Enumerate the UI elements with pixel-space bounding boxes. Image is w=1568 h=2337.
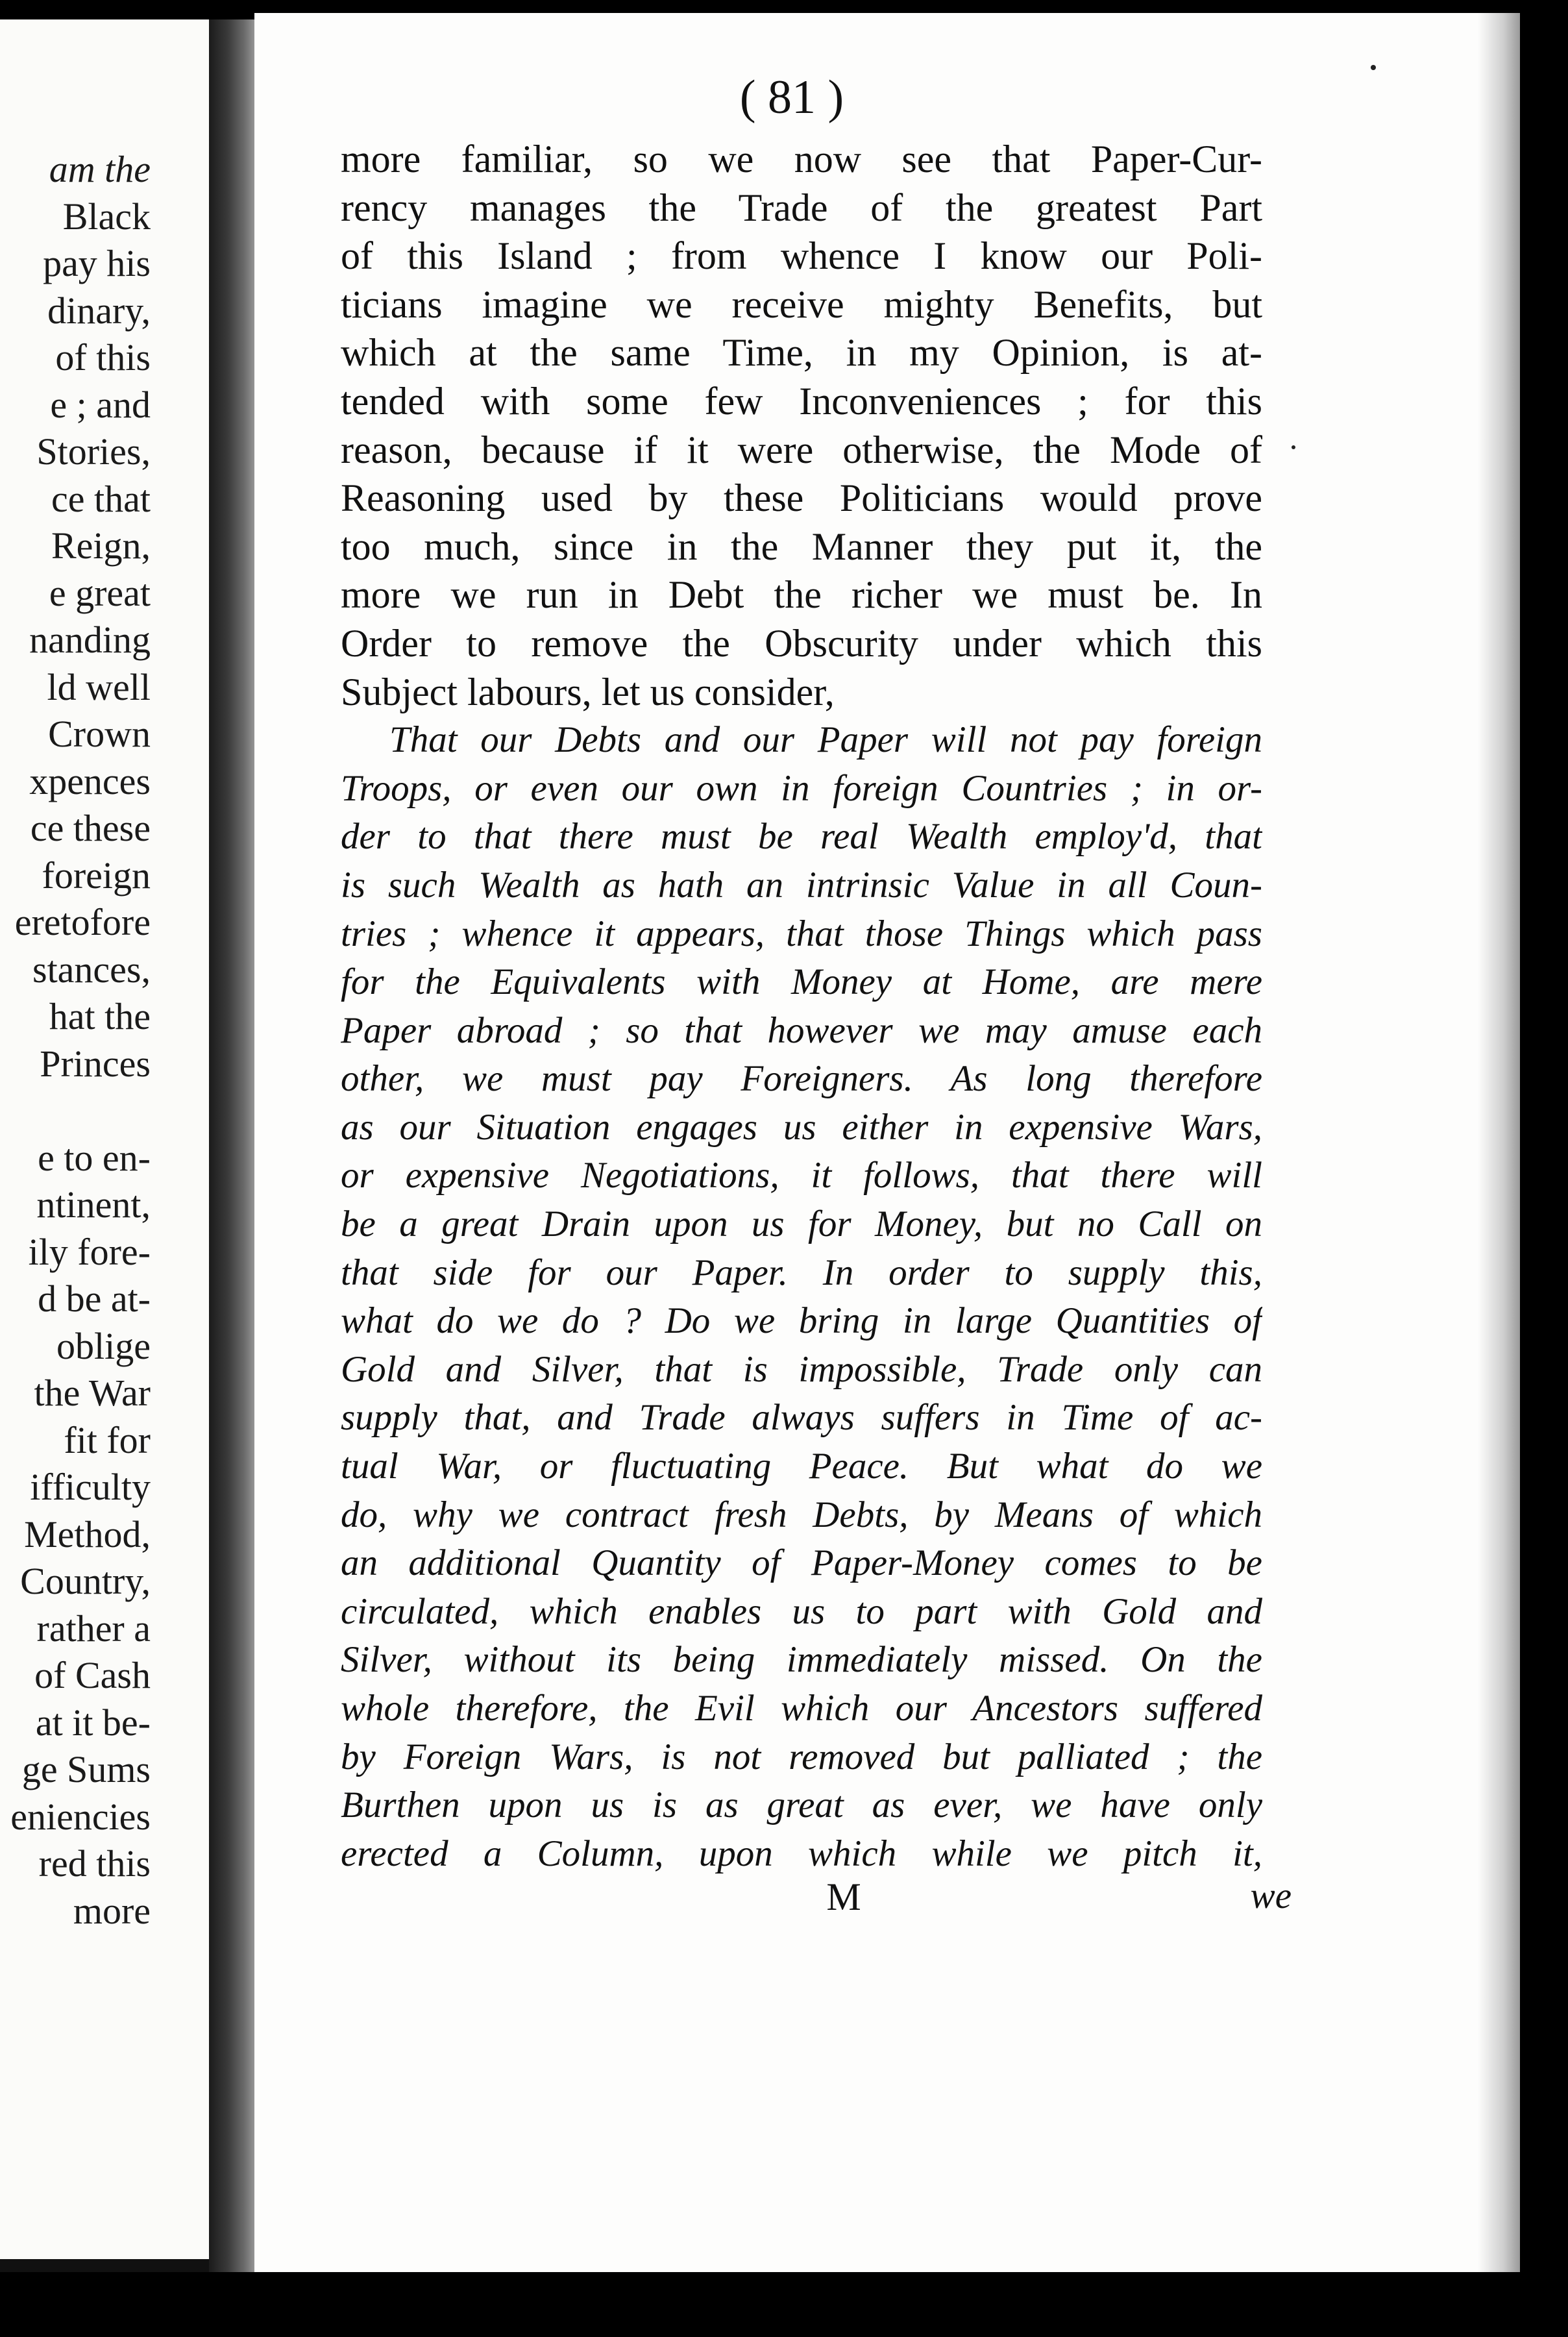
previous-page-line: e to en- xyxy=(38,1136,151,1179)
text-line: is such Wealth as hath an intrinsic Value in all Coun- xyxy=(341,864,1262,906)
previous-page-line: red this xyxy=(38,1842,151,1885)
text-line: other, we must pay Foreigners. As long therefore xyxy=(341,1058,1262,1100)
text-line: as our Situation engages us either in expensive Wars, xyxy=(341,1106,1262,1148)
text-line: tries ; whence it appears, that those Things which pass xyxy=(341,913,1262,954)
book-gutter xyxy=(209,19,256,2272)
previous-page-line: eretofore xyxy=(14,901,151,943)
page-number: ( 81 ) xyxy=(739,71,844,124)
previous-page-line: ily fore- xyxy=(28,1230,151,1273)
previous-page-line: am the xyxy=(49,148,151,190)
text-line: tual War, or fluctuating Peace. But what do we xyxy=(341,1446,1262,1487)
text-line: of this Island ; from whence I know our Poli- xyxy=(341,234,1262,278)
previous-page-line: Crown xyxy=(48,713,151,755)
page-edge-shadow xyxy=(1478,13,1520,2272)
text-line: supply that, and Trade always suffers in Time of ac- xyxy=(341,1397,1262,1439)
previous-page-line: e ; and xyxy=(50,383,151,426)
scan-bottom-border xyxy=(0,2272,1568,2337)
text-line: too much, since in the Manner they put it, the xyxy=(341,525,1262,568)
text-line: Order to remove the Obscurity under which this xyxy=(341,621,1262,665)
text-line: circulated, which enables us to part with Gold and xyxy=(341,1590,1262,1632)
previous-page-line: rather a xyxy=(36,1607,151,1650)
previous-page-line: Black xyxy=(62,195,151,238)
text-line: that side for our Paper. In order to supply this, xyxy=(341,1252,1262,1293)
previous-page xyxy=(0,19,209,2259)
previous-page-line: Method, xyxy=(24,1513,151,1555)
text-line: an additional Quantity of Paper-Money comes to be xyxy=(341,1542,1262,1584)
text-line: Gold and Silver, that is impossible, Trade only can xyxy=(341,1348,1262,1390)
previous-page-line: ntinent, xyxy=(36,1183,151,1226)
previous-page-line: ld well xyxy=(47,665,151,708)
text-line: be a great Drain upon us for Money, but no Call on xyxy=(341,1204,1262,1245)
previous-page-line: oblige xyxy=(56,1324,151,1367)
previous-page-line: the War xyxy=(34,1372,151,1414)
previous-page-line: pay his xyxy=(43,242,151,284)
text-line: Subject labours, let us consider, xyxy=(341,670,835,713)
text-line: Reasoning used by these Politicians would prove xyxy=(341,476,1262,520)
text-line: do, why we contract fresh Debts, by Means of which xyxy=(341,1494,1262,1535)
text-line: der to that there must be real Wealth employ'd, that xyxy=(341,816,1262,858)
previous-page-line: ce these xyxy=(30,807,151,849)
previous-page-line: of Cash xyxy=(34,1654,151,1696)
previous-page-line: stances, xyxy=(32,948,151,991)
previous-page-line: xpences xyxy=(29,760,151,802)
text-line: for the Equivalents with Money at Home, are mere xyxy=(341,961,1262,1003)
text-line: more we run in Debt the richer we must be. In xyxy=(341,573,1262,617)
previous-page-line: at it be- xyxy=(35,1701,151,1744)
text-line: what do we do ? Do we bring in large Quantities of xyxy=(341,1300,1262,1342)
previous-page-line: of this xyxy=(55,336,151,378)
text-line: reason, because if it were otherwise, the Mode of xyxy=(341,428,1262,471)
scan-right-border xyxy=(1520,13,1568,2272)
ink-speck xyxy=(1371,65,1376,70)
previous-page-line: foreign xyxy=(42,854,151,896)
text-line: which at the same Time, in my Opinion, is at- xyxy=(341,331,1262,375)
previous-page-line: fit for xyxy=(64,1418,151,1461)
previous-page-line: more xyxy=(73,1889,151,1932)
text-line: Silver, without its being immediately missed. On the xyxy=(341,1639,1262,1681)
previous-page-line: Stories, xyxy=(36,430,151,473)
text-line: erected a Column, upon which while we pitch it, xyxy=(341,1833,1262,1874)
previous-page-line: Princes xyxy=(40,1042,151,1085)
text-line: Troops, or even our own in foreign Countries ; in or- xyxy=(341,767,1262,809)
previous-page-line: Reign, xyxy=(51,525,151,567)
previous-page-line: ifficulty xyxy=(30,1466,151,1508)
previous-page-line: ge Sums xyxy=(21,1748,151,1790)
previous-page-line: dinary, xyxy=(47,289,151,332)
text-line: rency manages the Trade of the greatest Part xyxy=(341,186,1262,229)
text-line: more familiar, so we now see that Paper-Cur- xyxy=(341,138,1262,180)
text-line: Burthen upon us is as great as ever, we have only xyxy=(341,1785,1262,1826)
previous-page-line: e great xyxy=(49,571,151,614)
previous-page-line: ce that xyxy=(51,477,151,520)
text-line: That our Debts and our Paper will not pay foreign xyxy=(389,719,1262,761)
text-line: whole therefore, the Evil which our Ancestors suffered xyxy=(341,1688,1262,1729)
previous-page-line: d be at- xyxy=(38,1278,151,1320)
signature-mark: M xyxy=(826,1875,861,1918)
previous-page-line: hat the xyxy=(49,995,151,1037)
previous-page-line: eniencies xyxy=(10,1795,151,1838)
text-line: by Foreign Wars, is not removed but palliated ; the xyxy=(341,1736,1262,1777)
previous-page-line: Country, xyxy=(20,1560,151,1602)
text-line: or expensive Negotiations, it follows, that there will xyxy=(341,1155,1262,1196)
ink-speck xyxy=(1292,445,1295,449)
text-line: tended with some few Inconveniences ; for this xyxy=(341,379,1262,423)
previous-page-line xyxy=(0,1087,151,1135)
catchword: we xyxy=(1250,1875,1292,1916)
text-line: ticians imagine we receive mighty Benefits, but xyxy=(341,282,1262,326)
body-text xyxy=(341,135,1262,1878)
text-line: Paper abroad ; so that however we may amuse each xyxy=(341,1009,1262,1051)
previous-page-text xyxy=(0,146,151,1935)
previous-page-line: nanding xyxy=(29,619,151,661)
